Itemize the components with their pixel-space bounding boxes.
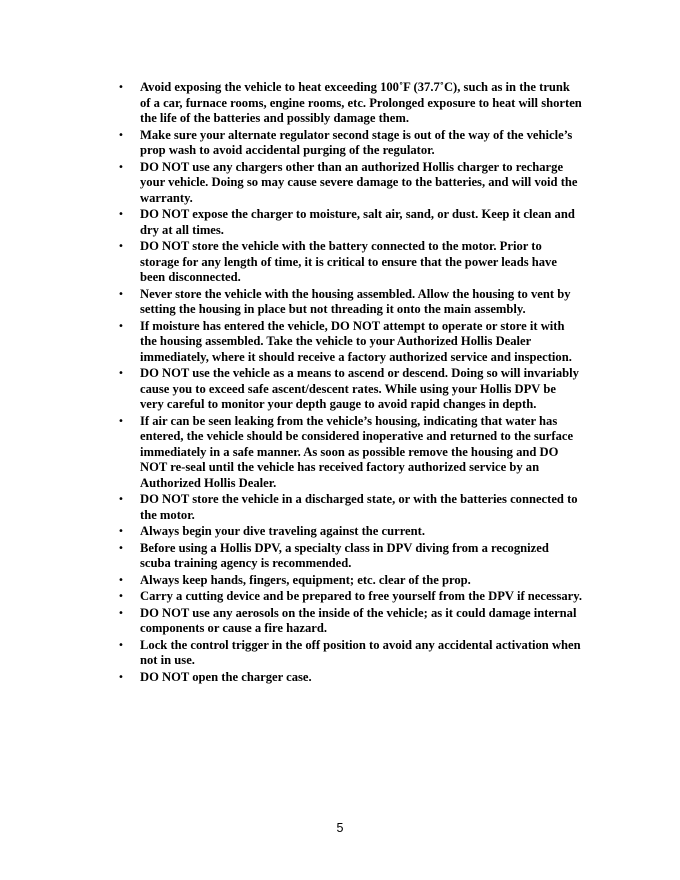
list-item bbox=[118, 366, 582, 413]
bullet-dot-icon: • bbox=[118, 161, 124, 173]
bullet-text: If air can be seen leaking from the vehicle’s housing, indicating that water has entered, the vehicle should be considered inoperative and returned to the surface immediately in a safe manner. As soon as possible remove the housing and DO NOT re-seal until the vehicle has received factory authorized service by an Authorized Hollis Dealer. bbox=[140, 413, 574, 490]
bullet-text: Always keep hands, fingers, equipment; etc. clear of the prop. bbox=[140, 572, 471, 587]
list-item bbox=[118, 540, 582, 572]
bullet-text: Never store the vehicle with the housing assembled. Allow the housing to vent by setting the housing in place but not threading it onto the main assembly. bbox=[140, 286, 571, 316]
list-item bbox=[118, 572, 582, 589]
list-item bbox=[118, 159, 582, 207]
list-item bbox=[118, 207, 582, 238]
bullet-text: Before using a Hollis DPV, a specialty class in DPV diving from a recognized scuba training agency is recommended. bbox=[140, 540, 549, 570]
bullet-text: DO NOT use the vehicle as a means to ascend or descend. Doing so will invariably cause you to exceed safe ascent/descent rates. While using your Hollis DPV be very careful to monitor your depth gauge to avoid rapid changes in depth. bbox=[140, 366, 579, 411]
list-item bbox=[118, 80, 582, 127]
bullet-text: Avoid exposing the vehicle to heat exceeding 100˚F (37.7˚C), such as in the trunk of a car, furnace rooms, engine rooms, etc. Prolonged exposure to heat will shorten the life of the batteries and possibly damage them. bbox=[140, 80, 582, 125]
bullet-dot-icon: • bbox=[118, 288, 124, 300]
bullet-dot-icon: • bbox=[118, 129, 124, 141]
list-item bbox=[118, 286, 582, 318]
bullet-text: Carry a cutting device and be prepared to free yourself from the DPV if necessary. bbox=[140, 589, 582, 603]
bullet-dot-icon: • bbox=[118, 526, 124, 537]
bullet-dot-icon: • bbox=[118, 241, 124, 252]
bullet-text: Make sure your alternate regulator second stage is out of the way of the vehicle’s prop wash to avoid accidental purging of the regulator. bbox=[140, 127, 573, 157]
bullet-dot-icon: • bbox=[118, 320, 124, 332]
bullet-dot-icon: • bbox=[118, 209, 124, 220]
bullet-dot-icon: • bbox=[118, 574, 124, 586]
bullet-dot-icon: • bbox=[118, 591, 124, 602]
bullet-dot-icon: • bbox=[118, 415, 124, 427]
bullet-dot-icon: • bbox=[118, 494, 124, 505]
safety-bullet-list bbox=[118, 80, 582, 686]
bullet-dot-icon: • bbox=[118, 639, 124, 651]
bullet-text: DO NOT store the vehicle with the battery connected to the motor. Prior to storage for any length of time, it is critical to ensure that the power leads have been disconnected. bbox=[140, 239, 557, 284]
bullet-text: Always begin your dive traveling against the current. bbox=[140, 524, 425, 538]
bullet-dot-icon: • bbox=[118, 607, 124, 619]
bullet-text: DO NOT use any aerosols on the inside of the vehicle; as it could damage internal components or cause a fire hazard. bbox=[140, 605, 577, 635]
bullet-text: If moisture has entered the vehicle, DO NOT attempt to operate or store it with the housing assembled. Take the vehicle to your Authorized Hollis Dealer immediately, where it should receive a factory authorized service and inspection. bbox=[140, 318, 572, 364]
bullet-dot-icon: • bbox=[118, 542, 124, 554]
list-item bbox=[118, 669, 582, 686]
list-item bbox=[118, 605, 582, 637]
bullet-dot-icon: • bbox=[118, 82, 124, 93]
page-number: 5 bbox=[336, 821, 344, 835]
list-item bbox=[118, 492, 582, 523]
bullet-text: Lock the control trigger in the off position to avoid any accidental activation when not in use. bbox=[140, 637, 581, 667]
bullet-dot-icon: • bbox=[118, 368, 124, 379]
list-item bbox=[118, 589, 582, 605]
list-item bbox=[118, 637, 582, 669]
bullet-text: DO NOT expose the charger to moisture, salt air, sand, or dust. Keep it clean and dry at all times. bbox=[140, 207, 575, 237]
list-item bbox=[118, 413, 582, 492]
list-item bbox=[118, 127, 582, 159]
bullet-text: DO NOT use any chargers other than an authorized Hollis charger to recharge your vehicle. Doing so may cause severe damage to the batteries, and will void the warranty. bbox=[140, 159, 578, 205]
list-item bbox=[118, 318, 582, 366]
bullet-dot-icon: • bbox=[118, 671, 124, 683]
list-item bbox=[118, 239, 582, 286]
list-item bbox=[118, 524, 582, 540]
bullet-text: DO NOT open the charger case. bbox=[140, 669, 312, 684]
bullet-text: DO NOT store the vehicle in a discharged state, or with the batteries connected to the motor. bbox=[140, 492, 578, 522]
